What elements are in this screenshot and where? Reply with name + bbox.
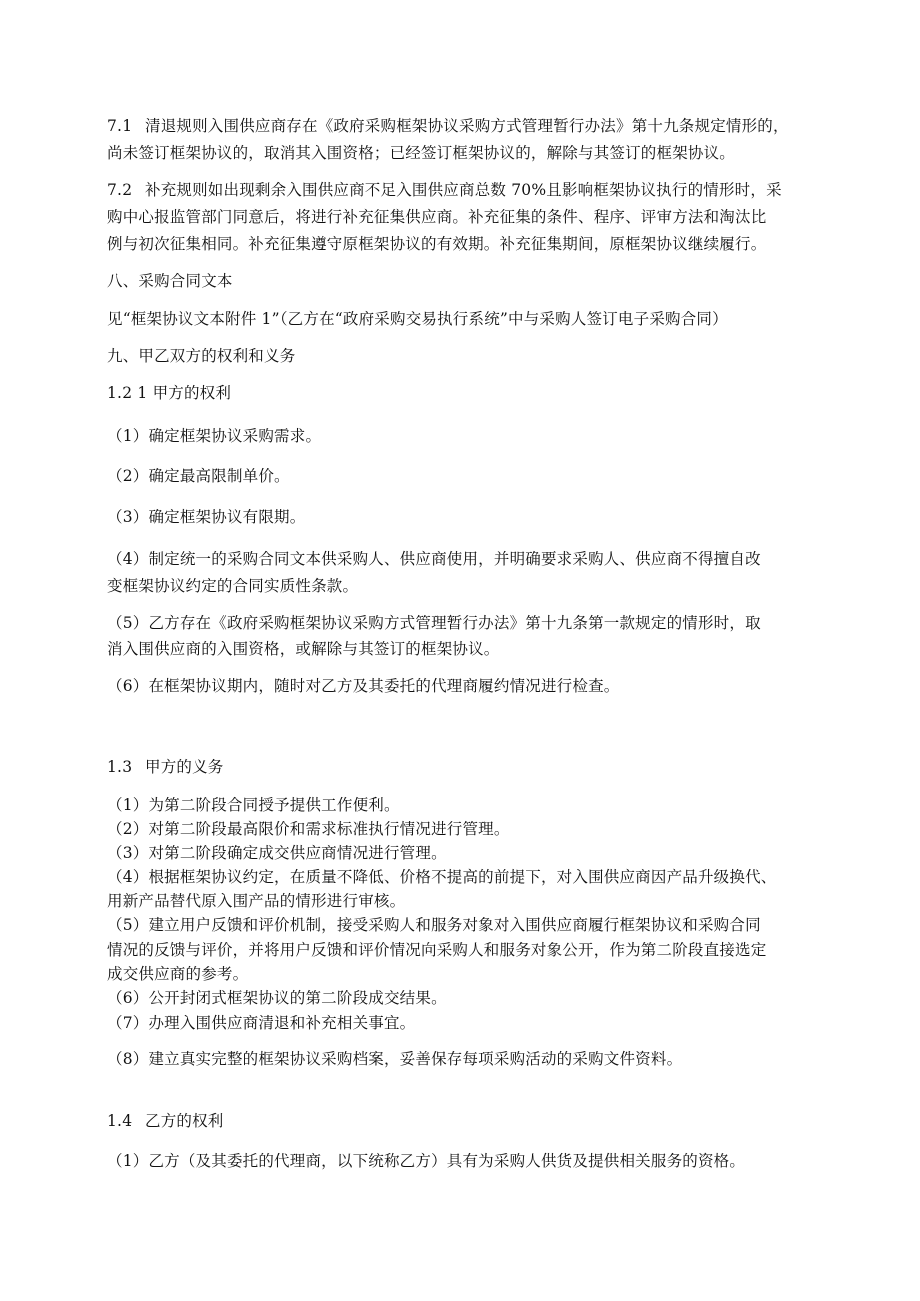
list-item [107,1049,682,1069]
list-item [107,843,447,863]
list-item-continued [107,639,500,659]
list-item [107,507,305,527]
list-item [107,915,761,935]
list-item-text: 用新产品替代原入围产品的情形进行审核。 [107,892,406,910]
clause-7-2-line-3 [107,234,766,254]
list-item-text: （5）乙方存在《政府采购框架协议采购方式管理暂行办法》第十九条第一款规定的情形时，取 [107,614,761,632]
list-item-continued [107,964,248,984]
list-item [107,1151,745,1171]
clause-text: 清退规则入围供应商存在《政府采购框架协议采购方式管理暂行办法》第十九条规定情形的， [145,117,789,135]
clause-number: 7.2 [107,181,133,199]
list-item [107,426,321,446]
list-item-text: （1）乙方（及其委托的代理商，以下统称乙方）具有为采购人供货及提供相关服务的资格。 [107,1152,746,1170]
paragraph-text: 见“框架协议文本附件 1”（乙方在“政府采购交易执行系统”中与采购人签订电子采购合同） [107,310,728,328]
heading-text: 1.2 1 甲方的权利 [107,384,232,402]
list-item [107,795,400,815]
list-item [107,988,447,1008]
clause-7-2-line-1 [107,180,782,200]
list-item-text: 消入围供应商的入围资格，或解除与其签订的框架协议。 [107,640,500,658]
clause-number: 1.3 [107,758,133,776]
list-item-text: （8）建立真实完整的框架协议采购档案，妥善保存每项采购活动的采购文件资料。 [107,1050,683,1068]
list-item-text: （2）对第二阶段最高限价和需求标准执行情况进行管理。 [107,820,510,838]
contract-reference-line [107,309,728,329]
list-item [107,466,290,486]
list-item-text: （6）公开封闭式框架协议的第二阶段成交结果。 [107,989,447,1007]
heading-text: 九、甲乙双方的权利和义务 [107,347,296,365]
list-item [107,613,761,633]
section-heading-9 [107,346,295,366]
list-item-text: （1）为第二阶段合同授予提供工作便利。 [107,796,400,814]
clause-7-1-line-2 [107,143,735,163]
clause-number: 7.1 [107,117,133,135]
clause-7-2-line-2 [107,207,766,227]
list-item-text: 成交供应商的参考。 [107,965,249,983]
list-item-text: 变框架协议约定的合同实质性条款。 [107,577,359,595]
subsection-heading-party-b-rights [107,1111,224,1131]
clause-text: 例与初次征集相同。补充征集遵守原框架协议的有效期。补充征集期间，原框架协议继续履行。 [107,235,767,253]
list-item-text: （6）在框架协议期内，随时对乙方及其委托的代理商履约情况进行检查。 [107,677,620,695]
list-item-text: （7）办理入围供应商清退和补充相关事宜。 [107,1014,416,1032]
list-item [107,676,619,696]
list-item-continued [107,940,766,960]
list-item-continued [107,576,358,596]
list-item-text: （3）确定框架协议有限期。 [107,508,306,526]
heading-text: 甲方的义务 [145,758,224,776]
clause-text: 购中心报监管部门同意后，将进行补充征集供应商。补充征集的条件、程序、评审方法和淘汰比 [107,208,767,226]
clause-text: 尚未签订框架协议的，取消其入围资格；已经签订框架协议的，解除与其签订的框架协议。 [107,144,736,162]
list-item-text: （4）制定统一的采购合同文本供采购人、供应商使用，并明确要求采购人、供应商不得擅自改 [107,550,761,568]
list-item-text: （5）建立用户反馈和评价机制，接受采购人和服务对象对入围供应商履行框架协议和采购合同 [107,916,761,934]
list-item [107,819,510,839]
list-item-text: （4）根据框架协议约定，在质量不降低、价格不提高的前提下，对入围供应商因产品升级换代、 [107,868,777,886]
clause-number: 1.4 [107,1112,133,1130]
clause-text: 补充规则如出现剩余入围供应商不足入围供应商总数 70%且影响框架协议执行的情形时，采 [145,181,782,199]
section-heading-8 [107,271,233,291]
list-item-text: （1）确定框架协议采购需求。 [107,427,322,445]
subsection-heading-party-a-rights [107,383,231,403]
list-item [107,1013,415,1033]
heading-text: 乙方的权利 [145,1112,224,1130]
list-item [107,549,761,569]
list-item-text: （2）确定最高限制单价。 [107,467,290,485]
heading-text: 八、采购合同文本 [107,272,233,290]
list-item-text: 情况的反馈与评价，并将用户反馈和评价情况向采购人和服务对象公开，作为第二阶段直接选定 [107,941,767,959]
list-item [107,867,776,887]
list-item-continued [107,891,405,911]
subsection-heading-party-a-obligations [107,757,224,777]
clause-7-1-line-1 [107,116,789,136]
list-item-text: （3）对第二阶段确定成交供应商情况进行管理。 [107,844,447,862]
